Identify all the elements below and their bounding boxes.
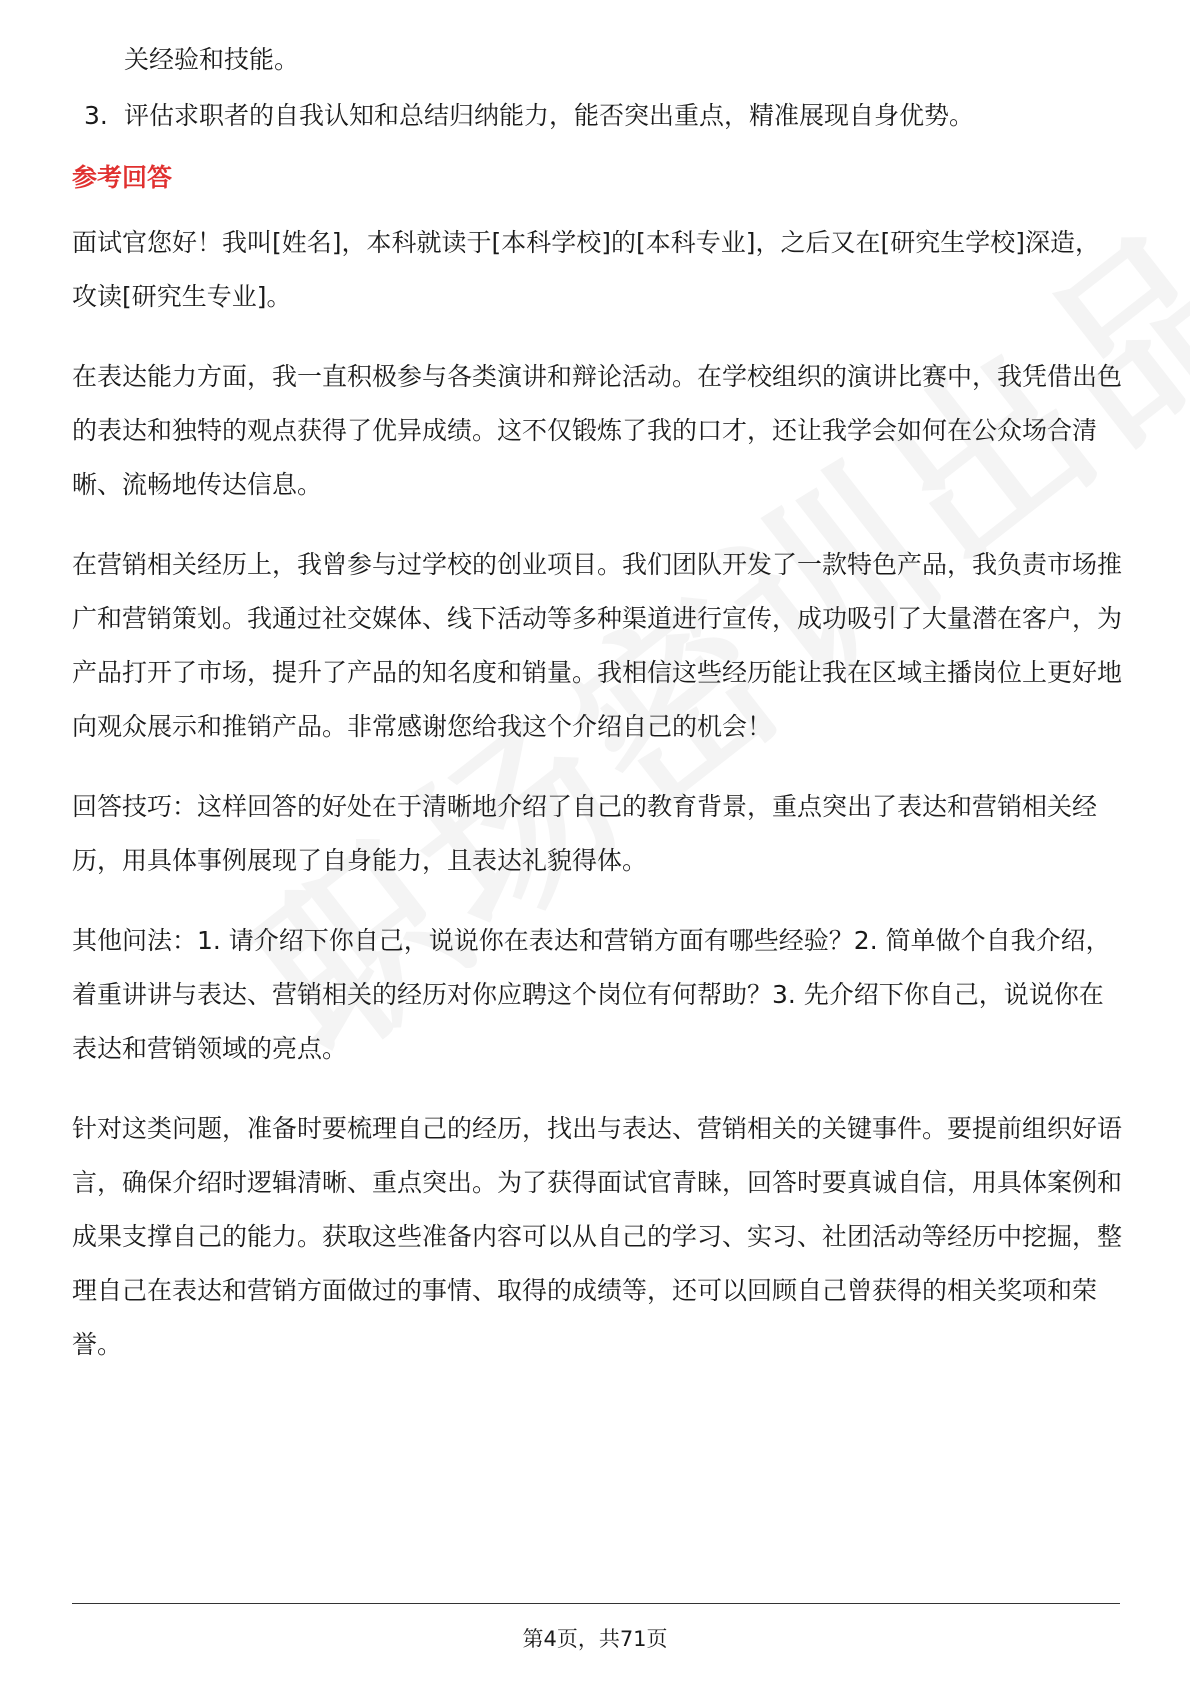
answer-tips-paragraph: 回答技巧：这样回答的好处在于清晰地介绍了自己的教育背景，重点突出了表达和营销相关经历，用具体事例展现了自身能力，且表达礼貌得体。 — [72, 792, 1098, 875]
page-number: 第4页，共71页 — [522, 1627, 668, 1651]
answer-paragraph-marketing: 在营销相关经历上，我曾参与过学校的创业项目。我们团队开发了一款特色产品，我负责市场推广和营销策划。我通过社交媒体、线下活动等多种渠道进行宣传，成功吸引了大量潜在客户，为产品打开了市场，提升了产品的知名度和销量。我相信这些经历能让我在区域主播岗位上更好地向观众展示和推销产品。非常感谢您给我这个介绍自己的机会！ — [72, 550, 1123, 741]
list-item-number: 3. — [84, 101, 108, 130]
answer-paragraph-expression: 在表达能力方面，我一直积极参与各类演讲和辩论活动。在学校组织的演讲比赛中，我凭借出色的表达和独特的观点获得了优异成绩。这不仅锻炼了我的口才，还让我学会如何在公众场合清晰、流畅地传达信息。 — [72, 362, 1123, 499]
previous-item-continuation: 关经验和技能。 — [124, 45, 300, 74]
list-item — [72, 100, 1122, 132]
alternative-questions-paragraph: 其他问法：1. 请介绍下你自己，说说你在表达和营销方面有哪些经验？2. 简单做个自我介绍，着重讲讲与表达、营销相关的经历对你应聘这个岗位有何帮助？3. 先介绍下你自己，说说你在表达和营销领域的亮点。 — [72, 926, 1111, 1063]
answer-paragraph-intro: 面试官您好！我叫[姓名]，本科就读于[本科学校]的[本科专业]，之后又在[研究生学校]深造，攻读[研究生专业]。 — [72, 228, 1101, 311]
preparation-advice-paragraph: 针对这类问题，准备时要梳理自己的经历，找出与表达、营销相关的关键事件。要提前组织好语言，确保介绍时逻辑清晰、重点突出。为了获得面试官青睐，回答时要真诚自信，用具体案例和成果支撑自己的能力。获取这些准备内容可以从自己的学习、实习、社团活动等经历中挖掘，整理自己在表达和营销方面做过的事情、取得的成绩等，还可以回顾自己曾获得的相关奖项和荣誉。 — [72, 1114, 1123, 1359]
page-content — [72, 44, 1122, 1372]
footer-divider — [72, 1603, 1120, 1604]
section-heading-reference-answer: 参考回答 — [72, 163, 173, 192]
list-item-text: 评估求职者的自我认知和总结归纳能力，能否突出重点，精准展现自身优势。 — [124, 101, 975, 130]
